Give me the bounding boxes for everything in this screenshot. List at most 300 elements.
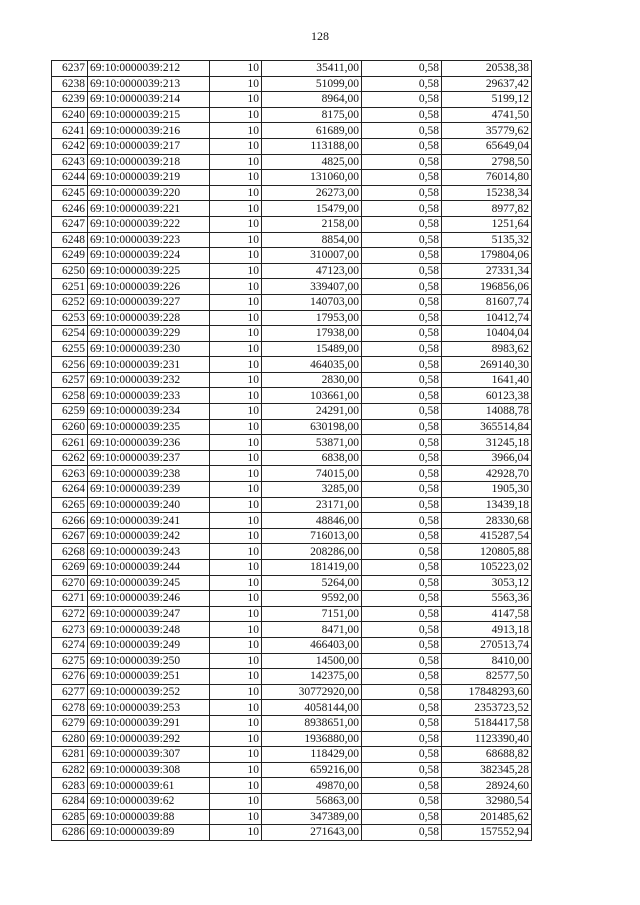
table-row (52, 357, 532, 373)
area-value: 48846,00 (262, 513, 362, 529)
row-number: 6286 (52, 825, 88, 841)
row-number: 6268 (52, 544, 88, 560)
row-number: 6241 (52, 123, 88, 139)
rate-value: 0,58 (362, 793, 442, 809)
area-value: 74015,00 (262, 466, 362, 482)
cadastral-number: 69:10:0000039:291 (88, 715, 210, 731)
total-value: 2353723,52 (442, 700, 532, 716)
table-row (52, 201, 532, 217)
cadastral-number: 69:10:0000039:248 (88, 622, 210, 638)
cadastral-number: 69:10:0000039:237 (88, 450, 210, 466)
rate-value: 0,58 (362, 747, 442, 763)
total-value: 8983,62 (442, 341, 532, 357)
cadastral-number: 69:10:0000039:217 (88, 138, 210, 154)
rate-value: 0,58 (362, 326, 442, 342)
rate-value: 0,58 (362, 357, 442, 373)
rate-value: 0,58 (362, 513, 442, 529)
area-value: 4825,00 (262, 154, 362, 170)
rate-value: 0,58 (362, 279, 442, 295)
area-value: 347389,00 (262, 809, 362, 825)
total-value: 5184417,58 (442, 715, 532, 731)
total-value: 270513,74 (442, 637, 532, 653)
rate-value: 0,58 (362, 435, 442, 451)
cadastral-number: 69:10:0000039:215 (88, 107, 210, 123)
rate-value: 0,58 (362, 762, 442, 778)
rate-value: 0,58 (362, 544, 442, 560)
rate-value: 0,58 (362, 622, 442, 638)
rate-value: 0,58 (362, 450, 442, 466)
total-value: 120805,88 (442, 544, 532, 560)
group-value: 10 (210, 123, 262, 139)
group-value: 10 (210, 248, 262, 264)
total-value: 1123390,40 (442, 731, 532, 747)
area-value: 140703,00 (262, 294, 362, 310)
cadastral-table (51, 60, 532, 841)
cadastral-number: 69:10:0000039:61 (88, 778, 210, 794)
rate-value: 0,58 (362, 138, 442, 154)
cadastral-number: 69:10:0000039:250 (88, 653, 210, 669)
area-value: 8854,00 (262, 232, 362, 248)
table-row (52, 747, 532, 763)
group-value: 10 (210, 762, 262, 778)
table-body (52, 61, 532, 841)
group-value: 10 (210, 326, 262, 342)
row-number: 6258 (52, 388, 88, 404)
area-value: 1936880,00 (262, 731, 362, 747)
group-value: 10 (210, 544, 262, 560)
group-value: 10 (210, 637, 262, 653)
group-value: 10 (210, 731, 262, 747)
group-value: 10 (210, 232, 262, 248)
total-value: 4741,50 (442, 107, 532, 123)
cadastral-number: 69:10:0000039:245 (88, 575, 210, 591)
table-row (52, 450, 532, 466)
area-value: 466403,00 (262, 637, 362, 653)
row-number: 6266 (52, 513, 88, 529)
table-row (52, 123, 532, 139)
total-value: 157552,94 (442, 825, 532, 841)
row-number: 6273 (52, 622, 88, 638)
rate-value: 0,58 (362, 388, 442, 404)
rate-value: 0,58 (362, 575, 442, 591)
total-value: 5563,36 (442, 591, 532, 607)
area-value: 659216,00 (262, 762, 362, 778)
total-value: 76014,80 (442, 170, 532, 186)
group-value: 10 (210, 528, 262, 544)
cadastral-number: 69:10:0000039:307 (88, 747, 210, 763)
area-value: 8938651,00 (262, 715, 362, 731)
table-row (52, 700, 532, 716)
total-value: 65649,04 (442, 138, 532, 154)
cadastral-number: 69:10:0000039:241 (88, 513, 210, 529)
area-value: 131060,00 (262, 170, 362, 186)
row-number: 6251 (52, 279, 88, 295)
row-number: 6259 (52, 404, 88, 420)
rate-value: 0,58 (362, 201, 442, 217)
rate-value: 0,58 (362, 715, 442, 731)
row-number: 6238 (52, 76, 88, 92)
area-value: 5264,00 (262, 575, 362, 591)
row-number: 6282 (52, 762, 88, 778)
rate-value: 0,58 (362, 482, 442, 498)
group-value: 10 (210, 372, 262, 388)
area-value: 49870,00 (262, 778, 362, 794)
group-value: 10 (210, 404, 262, 420)
area-value: 17953,00 (262, 310, 362, 326)
total-value: 1641,40 (442, 372, 532, 388)
row-number: 6275 (52, 653, 88, 669)
rate-value: 0,58 (362, 809, 442, 825)
area-value: 26273,00 (262, 185, 362, 201)
row-number: 6255 (52, 341, 88, 357)
rate-value: 0,58 (362, 123, 442, 139)
area-value: 61689,00 (262, 123, 362, 139)
rate-value: 0,58 (362, 232, 442, 248)
table-row (52, 513, 532, 529)
group-value: 10 (210, 560, 262, 576)
total-value: 201485,62 (442, 809, 532, 825)
group-value: 10 (210, 513, 262, 529)
area-value: 51099,00 (262, 76, 362, 92)
area-value: 14500,00 (262, 653, 362, 669)
rate-value: 0,58 (362, 263, 442, 279)
row-number: 6267 (52, 528, 88, 544)
total-value: 1251,64 (442, 216, 532, 232)
total-value: 8977,82 (442, 201, 532, 217)
total-value: 27331,34 (442, 263, 532, 279)
row-number: 6272 (52, 606, 88, 622)
rate-value: 0,58 (362, 294, 442, 310)
row-number: 6252 (52, 294, 88, 310)
area-value: 2830,00 (262, 372, 362, 388)
group-value: 10 (210, 653, 262, 669)
rate-value: 0,58 (362, 372, 442, 388)
area-value: 2158,00 (262, 216, 362, 232)
table-row (52, 793, 532, 809)
group-value: 10 (210, 793, 262, 809)
total-value: 4913,18 (442, 622, 532, 638)
total-value: 105223,02 (442, 560, 532, 576)
row-number: 6279 (52, 715, 88, 731)
cadastral-number: 69:10:0000039:246 (88, 591, 210, 607)
table-row (52, 497, 532, 513)
table-row (52, 232, 532, 248)
area-value: 3285,00 (262, 482, 362, 498)
group-value: 10 (210, 684, 262, 700)
cadastral-number: 69:10:0000039:222 (88, 216, 210, 232)
area-value: 118429,00 (262, 747, 362, 763)
group-value: 10 (210, 809, 262, 825)
cadastral-number: 69:10:0000039:229 (88, 326, 210, 342)
rate-value: 0,58 (362, 560, 442, 576)
cadastral-number: 69:10:0000039:240 (88, 497, 210, 513)
total-value: 2798,50 (442, 154, 532, 170)
table-row (52, 61, 532, 77)
table-row (52, 435, 532, 451)
row-number: 6249 (52, 248, 88, 264)
group-value: 10 (210, 747, 262, 763)
row-number: 6253 (52, 310, 88, 326)
rate-value: 0,58 (362, 154, 442, 170)
total-value: 28330,68 (442, 513, 532, 529)
cadastral-number: 69:10:0000039:218 (88, 154, 210, 170)
rate-value: 0,58 (362, 497, 442, 513)
total-value: 179804,06 (442, 248, 532, 264)
rate-value: 0,58 (362, 341, 442, 357)
area-value: 181419,00 (262, 560, 362, 576)
table-row (52, 404, 532, 420)
rate-value: 0,58 (362, 310, 442, 326)
cadastral-number: 69:10:0000039:308 (88, 762, 210, 778)
table-row (52, 560, 532, 576)
row-number: 6242 (52, 138, 88, 154)
row-number: 6270 (52, 575, 88, 591)
row-number: 6283 (52, 778, 88, 794)
table-row (52, 326, 532, 342)
row-number: 6277 (52, 684, 88, 700)
table-row (52, 154, 532, 170)
total-value: 68688,82 (442, 747, 532, 763)
area-value: 8471,00 (262, 622, 362, 638)
rate-value: 0,58 (362, 684, 442, 700)
table-row (52, 388, 532, 404)
total-value: 28924,60 (442, 778, 532, 794)
cadastral-number: 69:10:0000039:244 (88, 560, 210, 576)
total-value: 32980,54 (442, 793, 532, 809)
group-value: 10 (210, 778, 262, 794)
row-number: 6257 (52, 372, 88, 388)
row-number: 6240 (52, 107, 88, 123)
table-row (52, 825, 532, 841)
table-row (52, 544, 532, 560)
table-row (52, 731, 532, 747)
total-value: 196856,06 (442, 279, 532, 295)
table-row (52, 528, 532, 544)
area-value: 8964,00 (262, 92, 362, 108)
cadastral-number: 69:10:0000039:216 (88, 123, 210, 139)
area-value: 339407,00 (262, 279, 362, 295)
row-number: 6250 (52, 263, 88, 279)
total-value: 60123,38 (442, 388, 532, 404)
total-value: 14088,78 (442, 404, 532, 420)
area-value: 464035,00 (262, 357, 362, 373)
total-value: 269140,30 (442, 357, 532, 373)
area-value: 56863,00 (262, 793, 362, 809)
table-row (52, 591, 532, 607)
rate-value: 0,58 (362, 669, 442, 685)
rate-value: 0,58 (362, 248, 442, 264)
row-number: 6280 (52, 731, 88, 747)
total-value: 1905,30 (442, 482, 532, 498)
row-number: 6246 (52, 201, 88, 217)
group-value: 10 (210, 466, 262, 482)
group-value: 10 (210, 310, 262, 326)
cadastral-number: 69:10:0000039:214 (88, 92, 210, 108)
area-value: 9592,00 (262, 591, 362, 607)
rate-value: 0,58 (362, 825, 442, 841)
area-value: 716013,00 (262, 528, 362, 544)
rate-value: 0,58 (362, 591, 442, 607)
rate-value: 0,58 (362, 216, 442, 232)
group-value: 10 (210, 294, 262, 310)
row-number: 6284 (52, 793, 88, 809)
cadastral-number: 69:10:0000039:89 (88, 825, 210, 841)
cadastral-number: 69:10:0000039:239 (88, 482, 210, 498)
table-row (52, 294, 532, 310)
total-value: 81607,74 (442, 294, 532, 310)
area-value: 310007,00 (262, 248, 362, 264)
table-row (52, 762, 532, 778)
cadastral-number: 69:10:0000039:231 (88, 357, 210, 373)
group-value: 10 (210, 606, 262, 622)
area-value: 35411,00 (262, 61, 362, 77)
group-value: 10 (210, 669, 262, 685)
cadastral-number: 69:10:0000039:88 (88, 809, 210, 825)
table-row (52, 715, 532, 731)
row-number: 6245 (52, 185, 88, 201)
group-value: 10 (210, 622, 262, 638)
total-value: 365514,84 (442, 419, 532, 435)
rate-value: 0,58 (362, 170, 442, 186)
total-value: 8410,00 (442, 653, 532, 669)
table-row (52, 92, 532, 108)
group-value: 10 (210, 388, 262, 404)
table-row (52, 263, 532, 279)
rate-value: 0,58 (362, 185, 442, 201)
row-number: 6278 (52, 700, 88, 716)
group-value: 10 (210, 138, 262, 154)
cadastral-number: 69:10:0000039:219 (88, 170, 210, 186)
row-number: 6254 (52, 326, 88, 342)
cadastral-number: 69:10:0000039:232 (88, 372, 210, 388)
table-row (52, 684, 532, 700)
row-number: 6274 (52, 637, 88, 653)
area-value: 53871,00 (262, 435, 362, 451)
row-number: 6261 (52, 435, 88, 451)
row-number: 6256 (52, 357, 88, 373)
group-value: 10 (210, 357, 262, 373)
cadastral-number: 69:10:0000039:227 (88, 294, 210, 310)
cadastral-number: 69:10:0000039:252 (88, 684, 210, 700)
cadastral-number: 69:10:0000039:243 (88, 544, 210, 560)
page-number: 128 (311, 29, 329, 43)
area-value: 7151,00 (262, 606, 362, 622)
total-value: 5199,12 (442, 92, 532, 108)
cadastral-number: 69:10:0000039:251 (88, 669, 210, 685)
area-value: 8175,00 (262, 107, 362, 123)
area-value: 142375,00 (262, 669, 362, 685)
group-value: 10 (210, 216, 262, 232)
total-value: 15238,34 (442, 185, 532, 201)
group-value: 10 (210, 341, 262, 357)
table-row (52, 76, 532, 92)
group-value: 10 (210, 825, 262, 841)
rate-value: 0,58 (362, 107, 442, 123)
table-row (52, 653, 532, 669)
group-value: 10 (210, 435, 262, 451)
group-value: 10 (210, 61, 262, 77)
rate-value: 0,58 (362, 778, 442, 794)
total-value: 415287,54 (442, 528, 532, 544)
group-value: 10 (210, 279, 262, 295)
table-row (52, 637, 532, 653)
total-value: 3966,04 (442, 450, 532, 466)
group-value: 10 (210, 263, 262, 279)
area-value: 15489,00 (262, 341, 362, 357)
total-value: 82577,50 (442, 669, 532, 685)
cadastral-number: 69:10:0000039:220 (88, 185, 210, 201)
cadastral-number: 69:10:0000039:233 (88, 388, 210, 404)
cadastral-number: 69:10:0000039:224 (88, 248, 210, 264)
row-number: 6276 (52, 669, 88, 685)
area-value: 4058144,00 (262, 700, 362, 716)
table-row (52, 778, 532, 794)
table-row (52, 341, 532, 357)
row-number: 6262 (52, 450, 88, 466)
row-number: 6265 (52, 497, 88, 513)
total-value: 3053,12 (442, 575, 532, 591)
area-value: 24291,00 (262, 404, 362, 420)
row-number: 6260 (52, 419, 88, 435)
row-number: 6285 (52, 809, 88, 825)
cadastral-number: 69:10:0000039:221 (88, 201, 210, 217)
table-row (52, 372, 532, 388)
table-row (52, 466, 532, 482)
cadastral-number: 69:10:0000039:249 (88, 637, 210, 653)
group-value: 10 (210, 201, 262, 217)
row-number: 6281 (52, 747, 88, 763)
cadastral-number: 69:10:0000039:292 (88, 731, 210, 747)
group-value: 10 (210, 450, 262, 466)
table-row (52, 622, 532, 638)
total-value: 20538,38 (442, 61, 532, 77)
total-value: 10404,04 (442, 326, 532, 342)
rate-value: 0,58 (362, 466, 442, 482)
cadastral-number: 69:10:0000039:212 (88, 61, 210, 77)
total-value: 35779,62 (442, 123, 532, 139)
row-number: 6244 (52, 170, 88, 186)
rate-value: 0,58 (362, 528, 442, 544)
total-value: 4147,58 (442, 606, 532, 622)
group-value: 10 (210, 107, 262, 123)
rate-value: 0,58 (362, 731, 442, 747)
rate-value: 0,58 (362, 700, 442, 716)
area-value: 47123,00 (262, 263, 362, 279)
group-value: 10 (210, 185, 262, 201)
table-row (52, 669, 532, 685)
row-number: 6248 (52, 232, 88, 248)
rate-value: 0,58 (362, 92, 442, 108)
area-value: 271643,00 (262, 825, 362, 841)
group-value: 10 (210, 575, 262, 591)
row-number: 6264 (52, 482, 88, 498)
cadastral-number: 69:10:0000039:230 (88, 341, 210, 357)
table-row (52, 809, 532, 825)
group-value: 10 (210, 497, 262, 513)
group-value: 10 (210, 154, 262, 170)
row-number: 6263 (52, 466, 88, 482)
area-value: 23171,00 (262, 497, 362, 513)
cadastral-number: 69:10:0000039:226 (88, 279, 210, 295)
row-number: 6271 (52, 591, 88, 607)
cadastral-number: 69:10:0000039:236 (88, 435, 210, 451)
total-value: 10412,74 (442, 310, 532, 326)
group-value: 10 (210, 700, 262, 716)
cadastral-number: 69:10:0000039:228 (88, 310, 210, 326)
area-value: 113188,00 (262, 138, 362, 154)
cadastral-number: 69:10:0000039:235 (88, 419, 210, 435)
group-value: 10 (210, 591, 262, 607)
